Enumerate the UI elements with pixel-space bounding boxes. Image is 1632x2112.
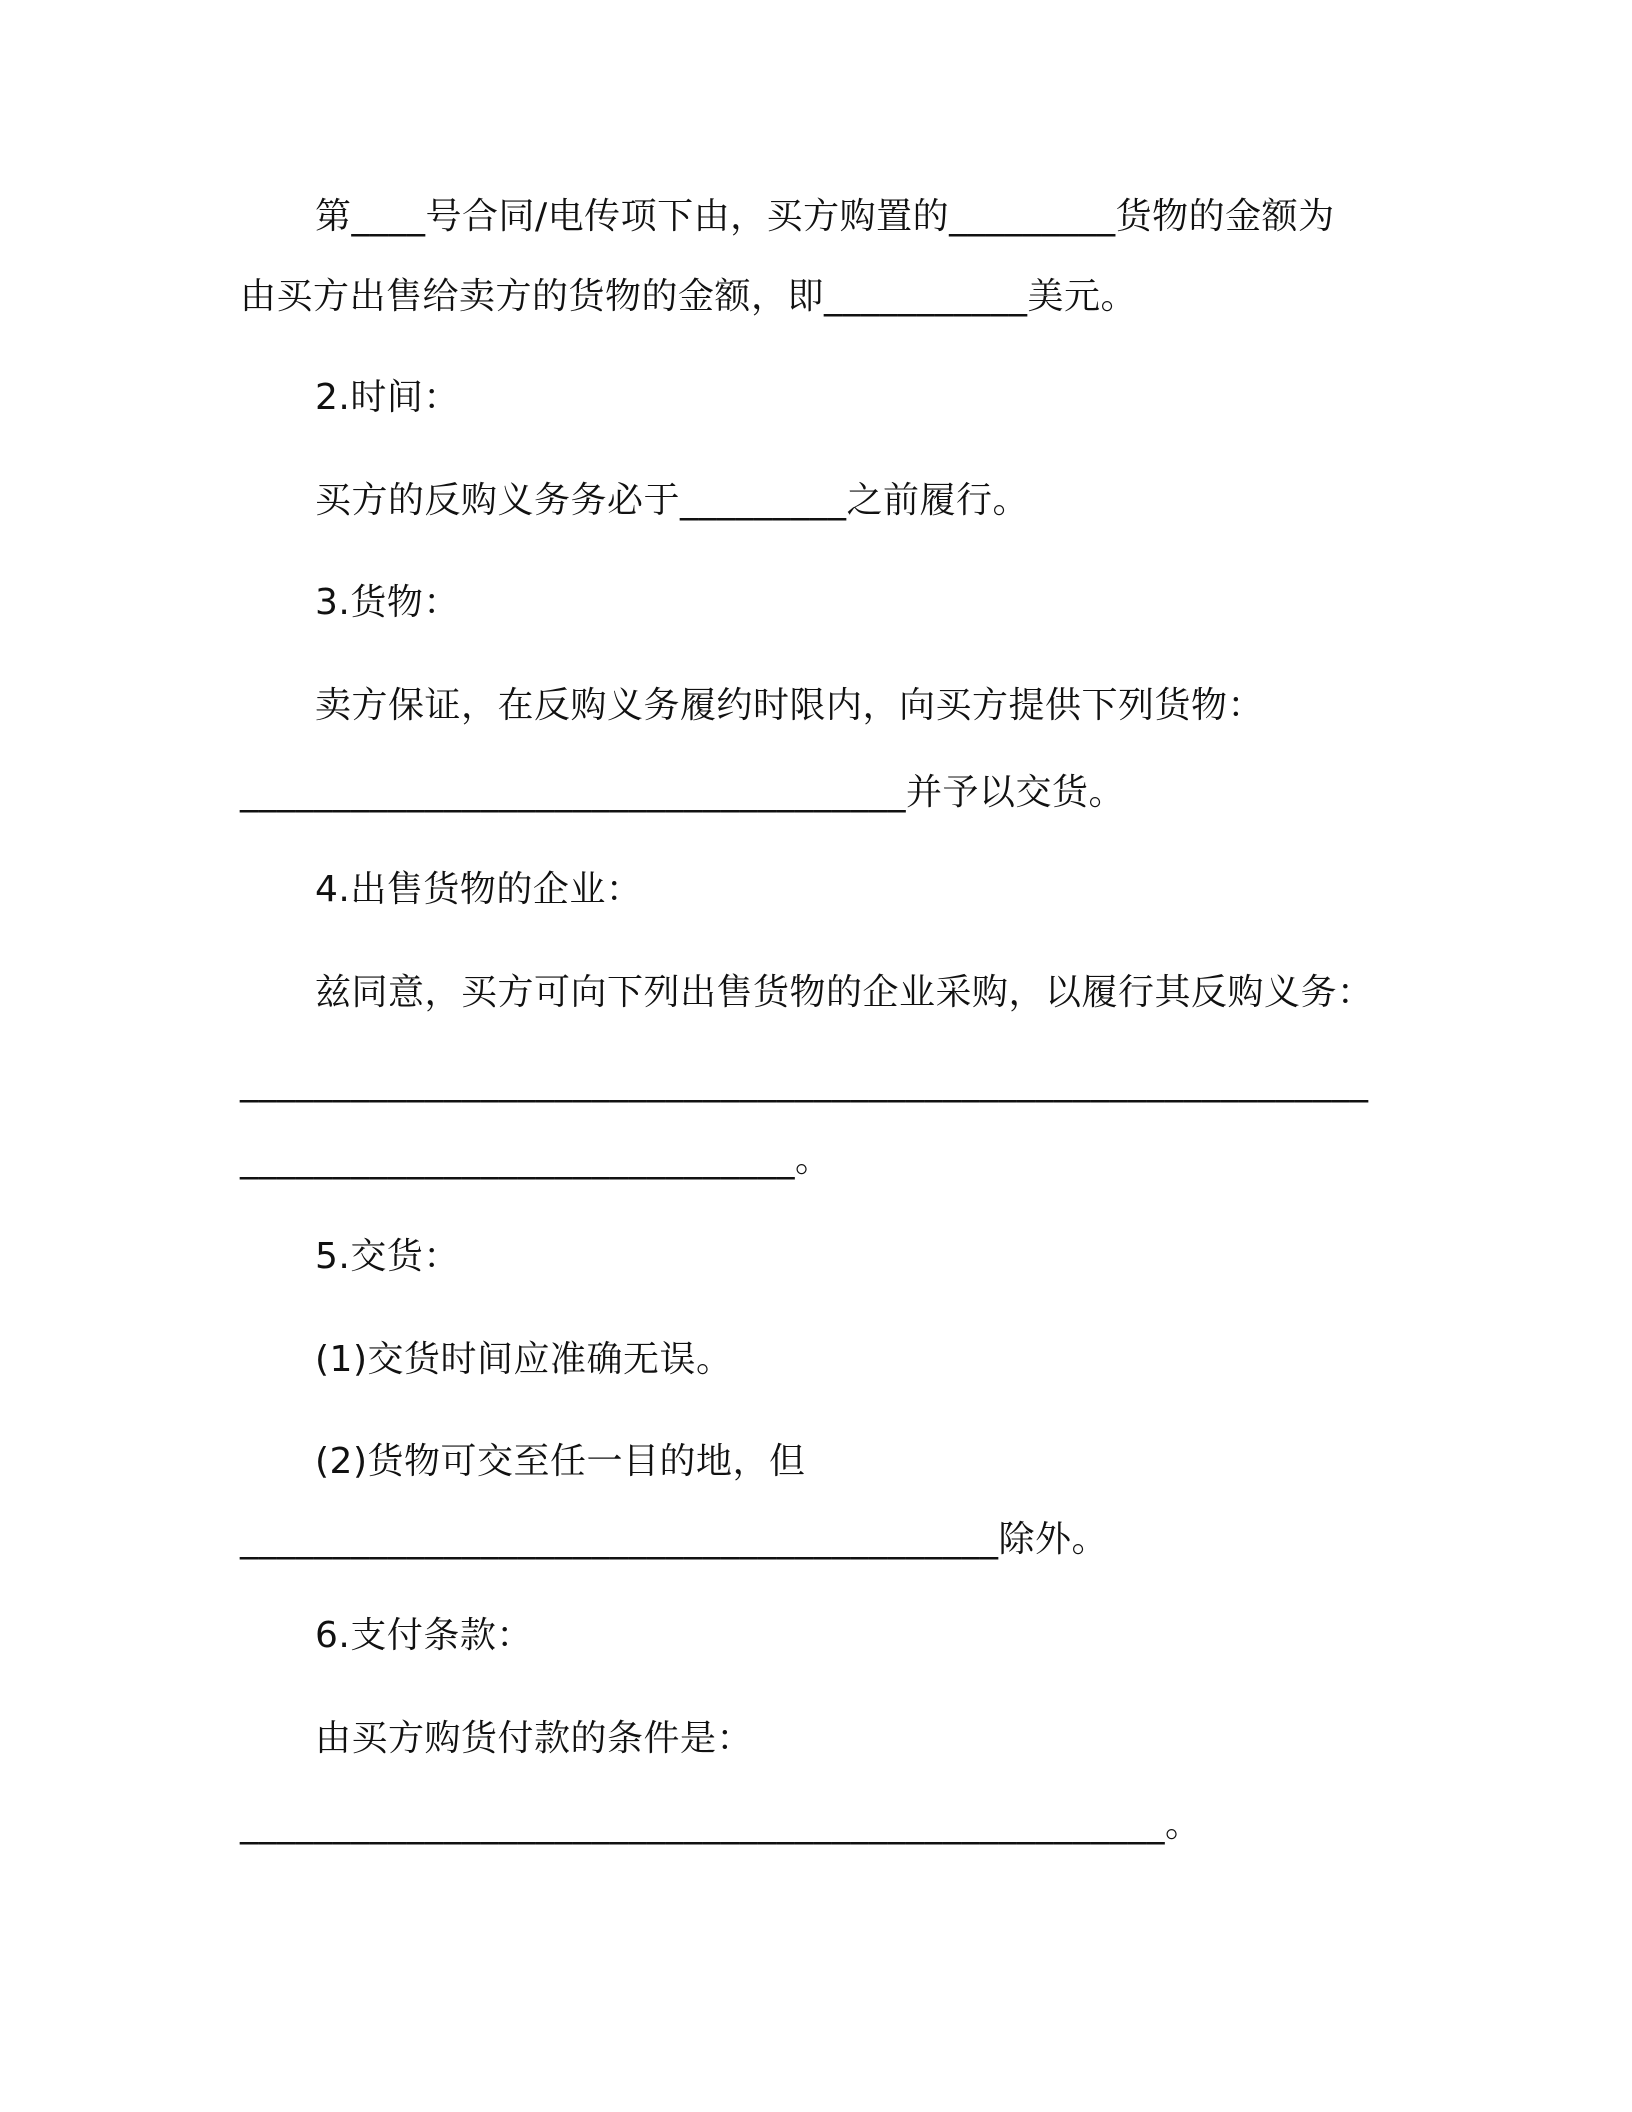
blank-line-enterprise-1: _____________________________________________________________ [240, 1062, 1369, 1103]
blank-line-payment: __________________________________________________。 [240, 1804, 1202, 1845]
heading-selling-enterprise: 4.出售货物的企业： [315, 869, 643, 910]
line-payment-conditions: 由买方购货付款的条件是： [315, 1718, 754, 1759]
line-agreement: 兹同意，买方可向下列出售货物的企业采购，以履行其反购义务： [315, 972, 1374, 1013]
line-contract-amount: 第____号合同/电传项下由，买方购置的_________货物的金额为 [315, 196, 1335, 237]
line-sale-amount: 由买方出售给卖方的货物的金额，即___________美元。 [240, 276, 1138, 317]
heading-delivery: 5.交货： [315, 1236, 460, 1277]
heading-payment-terms: 6.支付条款： [315, 1615, 533, 1656]
blank-line-enterprise-2: ______________________________。 [240, 1139, 832, 1180]
line-delivery-destination: (2)货物可交至任一目的地，但 [315, 1441, 806, 1482]
line-seller-guarantee: 卖方保证，在反购义务履约时限内，向买方提供下列货物： [315, 685, 1265, 726]
heading-time: 2.时间： [315, 377, 460, 418]
line-goods-delivery: ____________________________________并予以交货。 [240, 772, 1126, 813]
line-obligation-deadline: 买方的反购义务务必于_________之前履行。 [315, 480, 1030, 521]
line-destination-exception: _________________________________________除外。 [240, 1519, 1109, 1560]
heading-goods: 3.货物： [315, 582, 460, 623]
line-delivery-time: (1)交货时间应准确无误。 [315, 1339, 733, 1380]
